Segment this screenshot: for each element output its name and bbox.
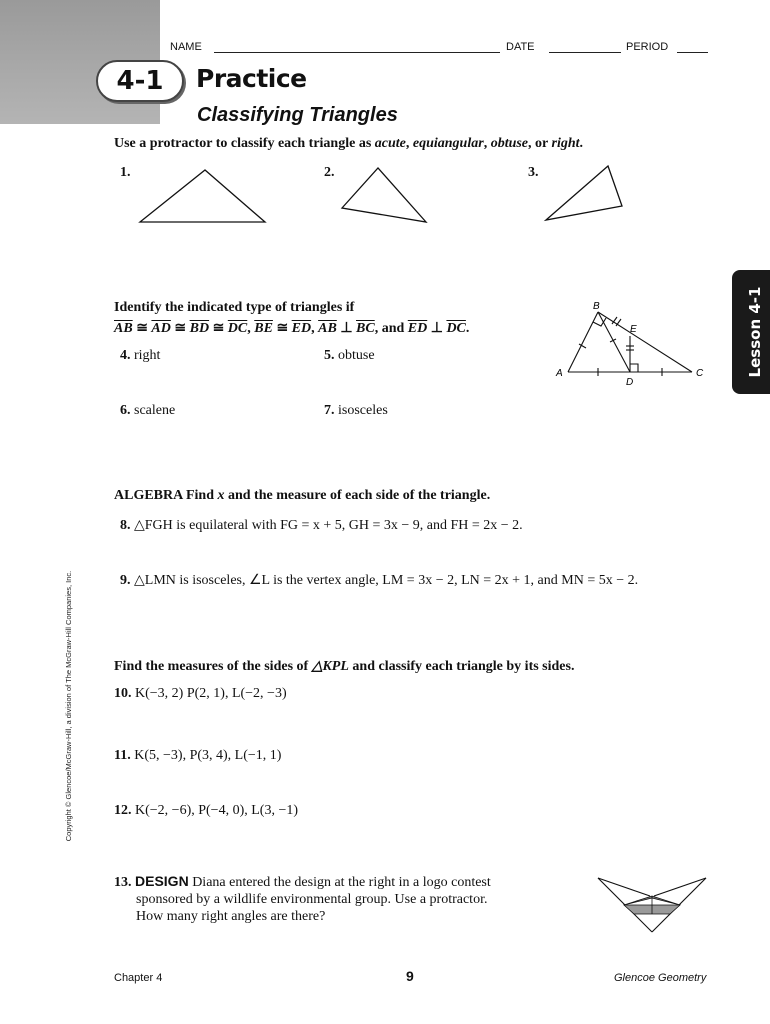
problem-11 bbox=[114, 748, 281, 764]
period-field-line bbox=[677, 52, 708, 53]
section1-instruction bbox=[114, 136, 583, 152]
problem-10 bbox=[114, 686, 287, 702]
problem-text: Diana entered the design at the right in a logo contest bbox=[192, 875, 491, 890]
problem-3-number: 3. bbox=[528, 165, 539, 180]
problem-7 bbox=[324, 403, 388, 419]
label-a: A bbox=[556, 368, 563, 379]
option-right: right bbox=[551, 136, 580, 151]
triangle-abcde-figure bbox=[552, 298, 712, 386]
date-label: DATE bbox=[506, 41, 535, 53]
problem-number: 5. bbox=[324, 348, 335, 363]
problem-text: K(−2, −6), P(−4, 0), L(3, −1) bbox=[131, 803, 299, 818]
problem-9 bbox=[120, 572, 638, 589]
problem-2-number: 2. bbox=[324, 165, 335, 180]
footer-book-title: Glencoe Geometry bbox=[614, 972, 707, 984]
problem-number: 9. bbox=[120, 573, 131, 588]
problem-4 bbox=[120, 348, 160, 364]
section2-line1: Identify the indicated type of triangles if bbox=[114, 300, 355, 315]
problem-1-number: 1. bbox=[120, 165, 131, 180]
separator: , bbox=[483, 136, 491, 151]
congruent-symbol: ≅ bbox=[170, 321, 190, 336]
option-equiangular: equiangular bbox=[412, 136, 484, 151]
problem-8 bbox=[120, 517, 523, 534]
congruent-symbol: ≅ bbox=[272, 321, 292, 336]
separator: , bbox=[405, 136, 413, 151]
lesson-side-tab-label: Lesson 4-1 bbox=[746, 286, 764, 378]
problem-text: isosceles bbox=[334, 403, 388, 418]
segment-ab: $\overline{AB}$ bbox=[114, 321, 133, 336]
problem-13-line1 bbox=[114, 873, 491, 891]
logo-design-figure bbox=[594, 874, 710, 938]
problem-text: △LMN is isosceles, ∠L is the vertex angle, LM = 3x − 2, LN = 2x + 1, and MN = 5x − 2. bbox=[130, 573, 639, 588]
problem-number: 12. bbox=[114, 803, 132, 818]
variable-x: x bbox=[217, 488, 225, 503]
problem-13 bbox=[114, 873, 491, 925]
instruction-text: Use a protractor to classify each triangle as bbox=[114, 136, 375, 151]
separator: . bbox=[465, 321, 470, 336]
problem-number: 6. bbox=[120, 403, 131, 418]
page-subtitle: Classifying Triangles bbox=[197, 104, 398, 126]
segment-be: $\overline{BE}$ bbox=[254, 321, 273, 336]
problem-number: 10. bbox=[114, 686, 132, 701]
problem-number: 11. bbox=[114, 748, 131, 763]
problem-number: 4. bbox=[120, 348, 131, 363]
design-label: DESIGN bbox=[135, 873, 189, 889]
section2-conditions bbox=[114, 320, 469, 337]
problem-text: right bbox=[130, 348, 161, 363]
separator: , or bbox=[528, 136, 552, 151]
perpendicular-symbol: ⊥ bbox=[427, 321, 447, 336]
option-obtuse: obtuse bbox=[490, 136, 529, 151]
date-field-line bbox=[549, 52, 621, 53]
name-label: NAME bbox=[170, 41, 202, 53]
segment-ab: $\overline{AB}$ bbox=[318, 321, 337, 336]
problem-text: K(5, −3), P(3, 4), L(−1, 1) bbox=[130, 748, 282, 763]
segment-dc: $\overline{DC}$ bbox=[446, 321, 466, 336]
problem-12 bbox=[114, 803, 298, 819]
triangle-kpl: △KPL bbox=[311, 659, 349, 674]
heading-text: Find bbox=[182, 488, 218, 503]
separator: , bbox=[311, 321, 319, 336]
segment-ed: $\overline{ED}$ bbox=[407, 321, 428, 336]
triangle-2-figure bbox=[336, 160, 436, 230]
perpendicular-symbol: ⊥ bbox=[336, 321, 357, 336]
segment-ad: $\overline{AD}$ bbox=[151, 321, 171, 336]
triangle-1-figure bbox=[130, 160, 270, 230]
label-d: D bbox=[626, 377, 634, 386]
problem-text: △FGH is equilateral with FG = x + 5, GH = 3x − 9, and FH = 2x − 2. bbox=[130, 518, 523, 533]
problem-text: obtuse bbox=[334, 348, 375, 363]
label-b: B bbox=[593, 301, 600, 312]
problem-number: 7. bbox=[324, 403, 335, 418]
label-e: E bbox=[630, 324, 637, 335]
footer-chapter: Chapter 4 bbox=[114, 972, 163, 984]
page-title: Practice bbox=[196, 64, 307, 93]
period-label: PERIOD bbox=[626, 41, 669, 53]
copyright-notice: Copyright © Glencoe/McGraw-Hill, a division of The McGraw-Hill Companies, Inc. bbox=[64, 570, 73, 842]
problem-5 bbox=[324, 348, 375, 364]
algebra-label: ALGEBRA bbox=[114, 488, 183, 503]
section3-heading bbox=[114, 488, 490, 504]
name-field-line bbox=[214, 52, 500, 53]
heading-text: and classify each triangle by its sides. bbox=[348, 659, 575, 674]
heading-text: Find the measures of the sides of bbox=[114, 659, 312, 674]
problem-6 bbox=[120, 403, 175, 419]
separator: , bbox=[247, 321, 255, 336]
problem-text: K(−3, 2) P(2, 1), L(−2, −3) bbox=[131, 686, 287, 701]
segment-ed: $\overline{ED}$ bbox=[291, 321, 312, 336]
triangle-3-figure bbox=[540, 160, 640, 230]
problem-number: 13. bbox=[114, 875, 132, 890]
congruent-symbol: ≅ bbox=[132, 321, 152, 336]
label-c: C bbox=[696, 368, 704, 379]
segment-bd: $\overline{BD}$ bbox=[189, 321, 210, 336]
segment-dc: $\overline{DC}$ bbox=[227, 321, 248, 336]
problem-number: 8. bbox=[120, 518, 131, 533]
lesson-number-badge: 4-1 bbox=[96, 60, 184, 102]
segment-bc: $\overline{BC}$ bbox=[356, 321, 375, 336]
heading-text: and the measure of each side of the triangle. bbox=[224, 488, 491, 503]
option-acute: acute bbox=[374, 136, 406, 151]
problem-text: scalene bbox=[130, 403, 176, 418]
separator: , and bbox=[374, 321, 408, 336]
congruent-symbol: ≅ bbox=[209, 321, 228, 336]
section4-heading bbox=[114, 658, 574, 675]
separator: . bbox=[579, 136, 584, 151]
problem-13-line2: sponsored by a wildlife environmental group. Use a protractor. bbox=[136, 892, 488, 907]
footer-page-number: 9 bbox=[406, 968, 414, 984]
problem-13-line3: How many right angles are there? bbox=[136, 909, 326, 924]
